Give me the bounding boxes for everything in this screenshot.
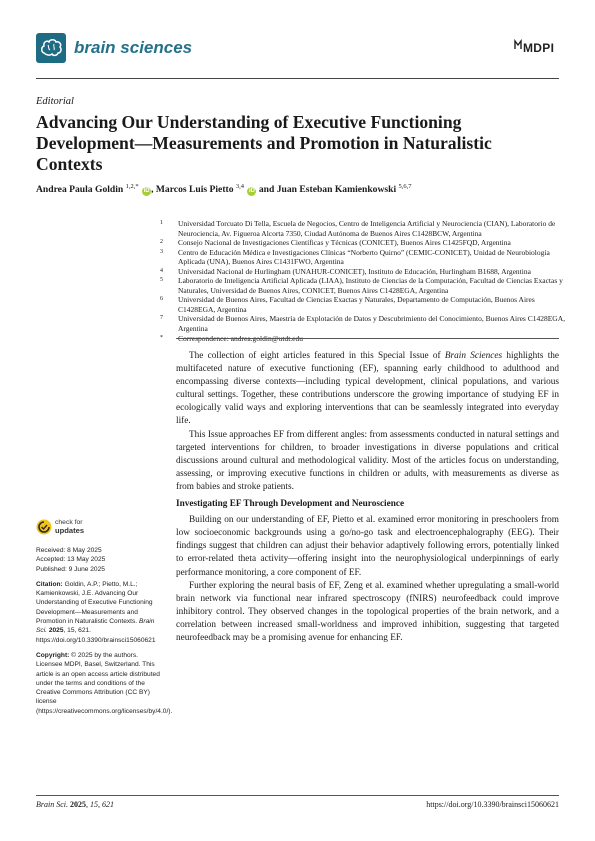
body-paragraph: Building on our understanding of EF, Pietto et al. examined error monitoring in preschoolers from low socioeconomic backgrounds using a go/no-go task and electroencephalography (EEG). Their findings suggest that children can adjust their behavior adaptively following errors, potentially linked to error-related theta activity—offering insight into the neurophysiological underpinnings of early performance monitoring, a core component of EF.	[176, 515, 559, 578]
publication-dates	[36, 546, 164, 574]
body-paragraph: This Issue approaches EF from different angles: from assessments conducted in natural settings and targeted interventions for children, to broader investigations in diverse populations and critical discussions around cultural and methodological validity. Most of the articles focus on understanding, assessing, or improving executive functions in children or adults, with measurements as diverse as from babies and stroke patients.	[176, 429, 559, 492]
citation: Citation: Goldin, A.P.; Pietto, M.L.; Kamienkowski, J.E. Advancing Our Understanding of Executive Functioning Development—Measurements and Promotion in Naturalistic Contexts. Brain Sci. 2025, 15, 621. https://doi.org/10.3390/brainsci15060621	[36, 580, 156, 644]
affiliation-item: 2 Consejo Nacional de Investigaciones Científicas y Técnicas (CONICET), Buenos Aires C1425FQD, Argentina	[160, 238, 511, 248]
section-heading: Investigating EF Through Development and Neuroscience	[176, 499, 405, 510]
correspondence: * Correspondence: andrea.goldin@utdt.edu	[160, 333, 303, 343]
check-for-updates-label[interactable]: check for updates	[55, 519, 85, 535]
affiliation-item: 7 Universidad de Buenos Aires, Maestría de Explotación de Datos y Descubrimiento del Conocimiento, Buenos Aires C1428EGA, Argentina	[160, 314, 566, 334]
author-affiliation-marks: 3,4	[235, 183, 245, 190]
footer-citation: Brain Sci. 2025, 15, 621	[36, 800, 114, 809]
body-paragraph: The collection of eight articles featured in this Special Issue of Brain Sciences highlights the multifaceted nature of executive functioning (EF), spanning early childhood to adulthood and encompassing diverse contexts—including typical development, clinical populations, and various cultural settings. Together, these contributions underscore the growing importance of studying EF in ecologically valid ways and exploring interventions that can be seamlessly integrated into everyday life.	[176, 351, 559, 427]
article-title: Advancing Our Understanding of Executive Functioning Development—Measurements and Promotion in Naturalistic Contexts	[36, 112, 492, 174]
author-name: Marcos Luis Pietto	[155, 184, 234, 196]
mdpi-logo-icon	[514, 37, 522, 55]
affiliation-item: 6 Universidad de Buenos Aires, Facultad de Ciencias Exactas y Naturales, Departamento de Computación, Buenos Aires C1428EGA, Argentina	[160, 295, 535, 314]
journal-name: brain sciences	[74, 38, 193, 57]
affiliations-list	[160, 219, 570, 343]
check-for-updates-icon[interactable]	[36, 519, 52, 540]
copyright: Copyright: © 2025 by the authors. Licensee MDPI, Basel, Switzerland. This article is an open access article distributed under the terms and conditions of the Creative Commons Attribution (CC BY) license (https://creativecommons.org/licenses/by/4.0/).	[36, 651, 173, 715]
author-name: Andrea Paula Goldin	[36, 184, 124, 196]
author-name: Juan Esteban Kamienkowski	[276, 184, 397, 196]
author-list: Andrea Paula Goldin $^{1,2,*}$ iD , Marcos Luis Pietto $^{3,4}$ iD and Juan Esteban Kamienkowski $^{5,6,7}$	[36, 183, 412, 196]
affiliation-item: 5 Laboratorio de Inteligencia Artificial Aplicada (LIAA), Instituto de Ciencias de la Computación, Facultad de Ciencias Exactas y Naturales, Universidad de Buenos Aires, CONICET, Buenos Aires C1428EGA, Argentina	[160, 276, 563, 295]
article-body	[176, 346, 559, 645]
body-paragraph: Further exploring the neural basis of EF, Zeng et al. examined whether upregulating a small-world brain network via functional near infrared spectroscopy (fNIRS) neurofeedback could improve inhibitory control. They observed changes in the topological properties of the brain network, and a correlation between increased small-worldness and improved inhibition, suggesting that targeted neurofeedback may be a promising avenue for enhancing EF.	[176, 580, 559, 643]
footer-doi-link[interactable]: https://doi.org/10.3390/brainsci15060621	[426, 800, 559, 809]
section-divider	[176, 338, 559, 339]
received-date: Received: 8 May 2025	[36, 547, 102, 554]
accepted-date: Accepted: 13 May 2025	[36, 556, 106, 564]
published-date: Published: 9 June 2025	[36, 565, 105, 573]
affiliation-item: 4 Universidad Nacional de Hurlingham (UNAHUR-CONICET), Instituto de Educación, Hurlingham B1688, Argentina	[160, 266, 531, 276]
header-divider	[36, 78, 559, 79]
article-info-sidebar	[36, 546, 173, 722]
orcid-icon[interactable]: iD	[143, 188, 150, 195]
orcid-icon[interactable]: iD	[248, 188, 255, 195]
footer-divider	[36, 795, 559, 796]
article-type: Editorial	[36, 96, 74, 107]
author-affiliation-marks: 5,6,7	[398, 183, 412, 190]
publisher-name: MDPI	[523, 41, 555, 55]
brain-icon	[36, 33, 66, 63]
affiliation-item: 1 Universidad Torcuato Di Tella, Escuela de Negocios, Centro de Inteligencia Artificial y Neurociencia (CIAN), Laboratorio de Neurociencia, Av. Figueroa Alcorta 7350, Ciudad Autónoma de Buenos Aires C1428BCW, Argentina	[160, 219, 556, 238]
affiliation-item: 3 Centro de Educación Médica e Investigaciones Clínicas “Norberto Quirno” (CEMIC-CONICET), Unidad de Neurobiología Aplicada (UNA), Buenos Aires C1431FWO, Argentina	[160, 247, 550, 267]
author-affiliation-marks: 1,2,*	[125, 183, 139, 190]
